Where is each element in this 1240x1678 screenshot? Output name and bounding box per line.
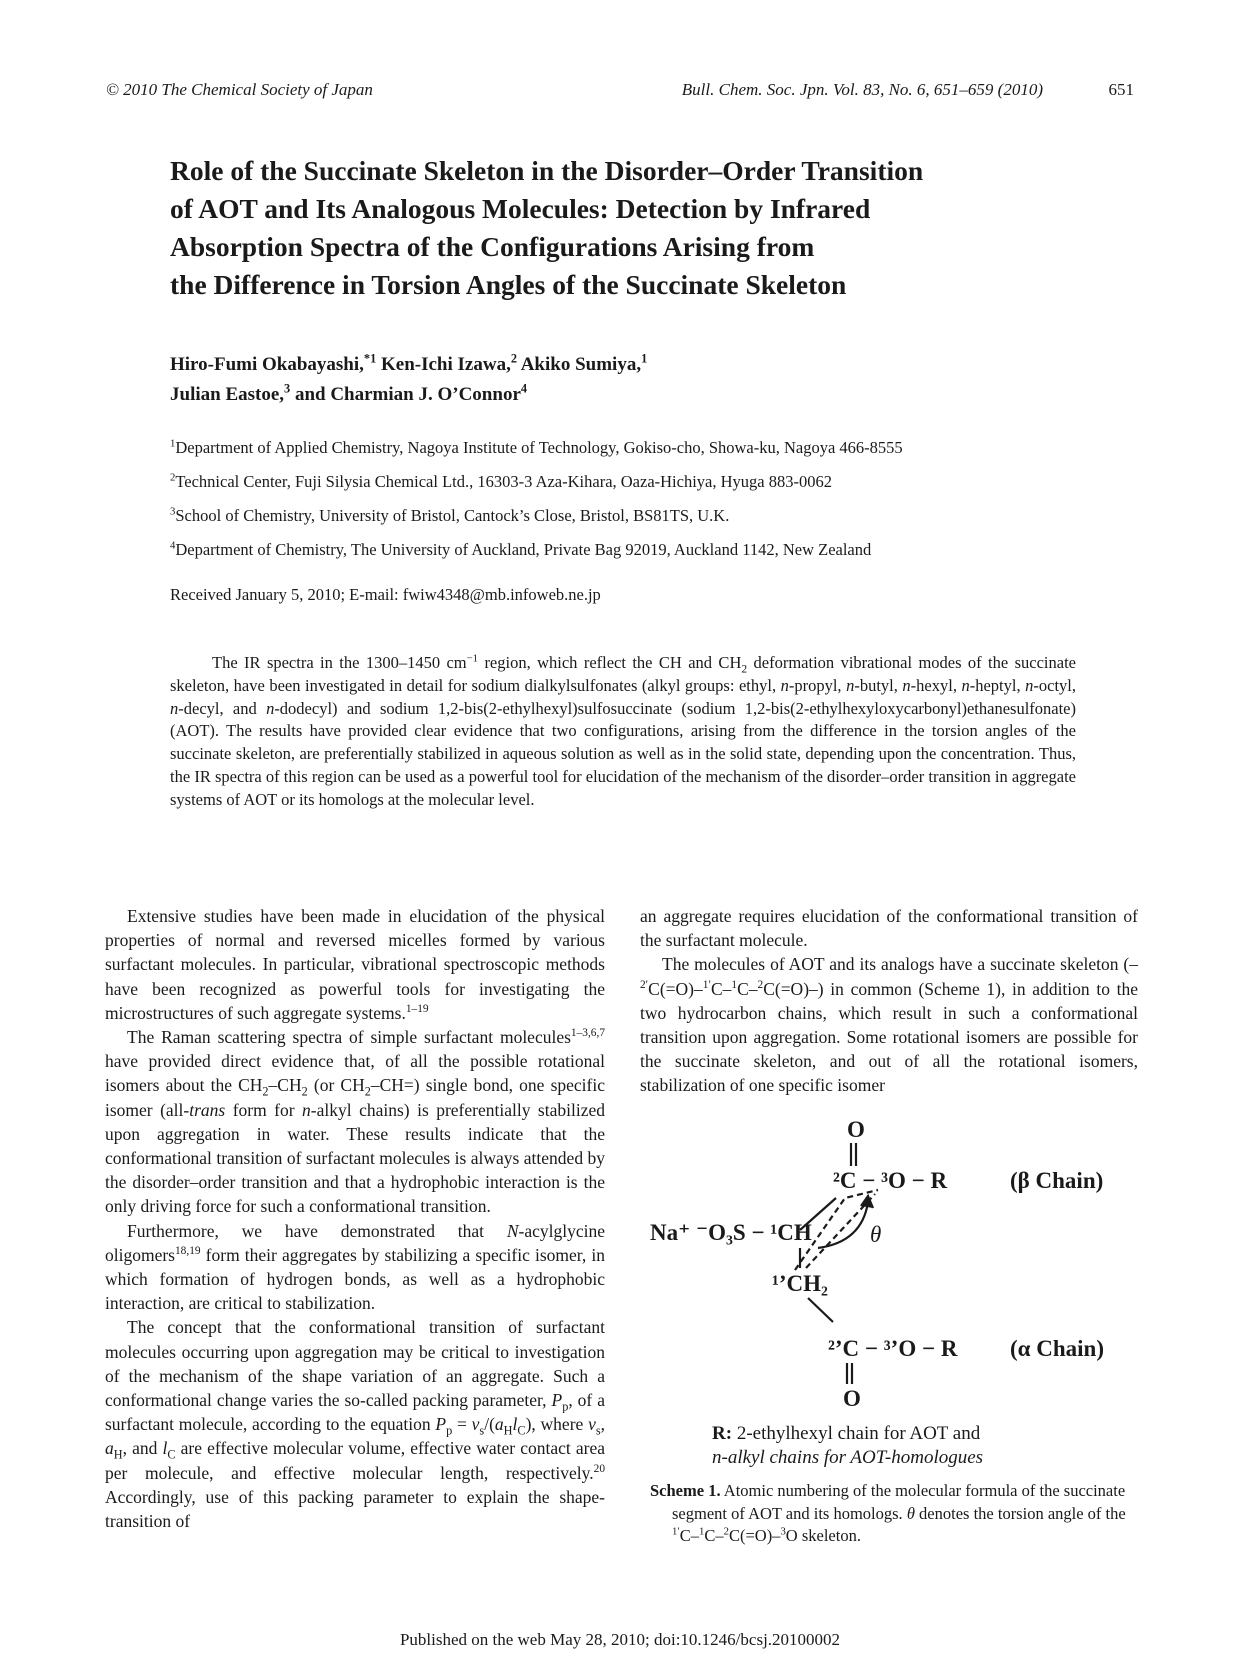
scheme-c2prime-group: ²’C − ³’O − R	[828, 1336, 958, 1361]
paper-title	[170, 152, 1070, 304]
scheme-oxygen-bottom: O	[843, 1386, 861, 1410]
author-name: and Charmian J. O’Connor	[294, 384, 521, 405]
title-line: of AOT and Its Analogous Molecules: Detection by Infrared	[170, 193, 871, 224]
scheme-beta-label: (β Chain)	[1010, 1168, 1104, 1193]
paragraph: The Raman scattering spectra of simple surfactant molecules$^{1-3,6,7}$ have provided direct evidence that, of all the possible rotational isomers about the $CH_2-CH_2$ (or $CH_2-CH=$) single bond, one specific isomer (all-trans form for n-alkyl chains) is preferentially stabilized upon aggregation in water. These results indicate that the conformational transition of surfactant molecules is always attended by the disorder–order transition and that a hydrophobic interaction is the only driving force for such a conformational transition.	[105, 1027, 605, 1217]
scheme-caption: Scheme 1. Atomic numbering of the molecular formula of the succinate segment of AOT and its homologs. θ denotes the torsion angle of the $^{1'}$C–$^1$C–$^2$C(=O)–$^3$O skeleton.	[650, 1481, 1126, 1545]
page-number: 651	[1108, 80, 1134, 99]
scheme-1-structure	[640, 1110, 1140, 1410]
affiliation: $^3$School of Chemistry, University of Bristol, Cantock’s Close, Bristol, BS81TS, U.K.	[170, 505, 730, 525]
paragraph: Furthermore, we have demonstrated that N-acylglycine oligomers$^{18,19}$ form their aggregates by stabilizing a specific isomer, in which formation of hydrogen bonds, as well as a hydrophobic interaction, are critical to stabilization.	[105, 1220, 605, 1314]
scheme-ch2: ¹’CH₂	[772, 1271, 828, 1296]
title-line: Role of the Succinate Skeleton in the Disorder–Order Transition	[170, 155, 924, 186]
received-email: Received January 5, 2010; E-mail: fwiw4348@mb.infoweb.ne.jp	[170, 585, 601, 604]
journal-copyright: © 2010 The Chemical Society of Japan	[106, 80, 373, 99]
journal-citation: Bull. Chem. Soc. Jpn. Vol. 83, No. 6, 651–659 (2010)	[681, 80, 1043, 99]
scheme-oxygen-top: O	[847, 1117, 865, 1142]
bond-ch-c2	[800, 1198, 836, 1230]
footer-doi: Published on the web May 28, 2010; doi:10.1246/bcsj.20100002	[399, 1630, 841, 1649]
scheme-r-definition: R: 2-ethylhexyl chain for AOT and n-alkyl chains for AOT-homologues	[712, 1423, 984, 1468]
bond-ch2-c2prime	[808, 1298, 833, 1322]
author-name: Julian Eastoe,	[170, 384, 285, 405]
scheme-r-definition	[718, 1350, 723, 1371]
paragraph: Extensive studies have been made in elucidation of the physical properties of normal and reversed micelles formed by various surfactant molecules. In particular, vibrational spectroscopic methods have been recognized as powerful tools for investigating the microstructures of such aggregate systems.$^{1-19}$	[105, 906, 605, 1023]
scheme-c2-group: ²C − ³O − R	[833, 1168, 948, 1193]
abstract: The IR spectra in the 1300–1450 $cm^{-1}$ region, which reflect the CH and $CH_2$ deformation vibrational modes of the succinate skeleton, have been investigated in detail for sodium dialkylsulfonates (alkyl groups: ethyl, n-propyl, n-butyl, n-hexyl, n-heptyl, n-octyl, n-decyl, and n-dodecyl) and sodium 1,2-bis(2-ethylhexyl)sulfosuccinate (sodium 1,2-bis(2-ethylhexyloxycarbonyl)ethanesulfonate) (AOT). The results have provided clear evidence that two configurations, arising from the difference in the torsion angles of the succinate skeleton, are preferentially stabilized in aqueous solution as well as in the solid state, depending upon the concentration. Thus, the IR spectra of this region can be used as a powerful tool for elucidation of the mechanism of the disorder–order transition in aggregate systems of AOT or its homologs at the molecular level.	[170, 652, 1076, 809]
author-name: Ken-Ichi Izawa,	[381, 354, 511, 375]
paragraph: The concept that the conformational transition of surfactant molecules occurring upon aggregation may be critical to investigation of the mechanism of the shape variation of an aggregate. Such a conformational change varies the so-called packing parameter, $P_p$, of a surfactant molecule, according to the equation $P_p = v_s/(a_Hl_C)$, where $v_s$, $a_H$, and $l_C$ are effective molecular volume, effective water contact area per molecule, and effective molecular length, respectively.$^{20}$ Accordingly, use of this packing parameter to explain the shape-transition of	[105, 1317, 605, 1532]
scheme-alpha-label: (α Chain)	[1010, 1336, 1104, 1361]
author-affil-mark: 3	[284, 381, 291, 396]
author-affil-mark: 2	[510, 351, 517, 366]
affiliation: $^1$Department of Applied Chemistry, Nagoya Institute of Technology, Gokiso-cho, Showa-ku, Nagoya 466-8555	[170, 437, 903, 457]
body-column-right	[640, 904, 1138, 1098]
author-name: Akiko Sumiya,	[520, 354, 642, 375]
scheme-theta: θ	[870, 1222, 882, 1247]
author-affil-mark: 1	[641, 351, 648, 366]
affiliation: $^2$Technical Center, Fuji Silysia Chemical Ltd., 16303-3 Aza-Kihara, Oaza-Hichiya, Hyuga 883-0062	[170, 471, 832, 491]
paragraph: The molecules of AOT and its analogs have a succinate skeleton (–$^{2'}$C(=O)–$^{1'}$C–$^1$C–$^2$C(=O)–) in common (Scheme 1), in addition to the two hydrocarbon chains, which result in such a conformational transition upon aggregation. Some rotational isomers are possible for the succinate skeleton, and out of all the rotational isomers, stabilization of one specific isomer	[640, 954, 1138, 1096]
body-column-left	[105, 904, 605, 1533]
paragraph: an aggregate requires elucidation of the conformational transition of the surfactant molecule.	[640, 906, 1138, 951]
title-line: the Difference in Torsion Angles of the Succinate Skeleton	[170, 269, 847, 300]
author-list	[170, 350, 647, 410]
author-affil-mark: 4	[520, 381, 528, 396]
affiliation: $^4$Department of Chemistry, The University of Auckland, Private Bag 92019, Auckland 1142, New Zealand	[170, 539, 872, 559]
scheme-sulfonate-ch: Na⁺ ⁻O₃S − ¹CH	[650, 1220, 812, 1245]
title-line: Absorption Spectra of the Configurations Arising from	[170, 231, 815, 262]
author-affil-mark: *1	[363, 351, 377, 366]
author-name: Hiro-Fumi Okabayashi,	[170, 354, 364, 375]
